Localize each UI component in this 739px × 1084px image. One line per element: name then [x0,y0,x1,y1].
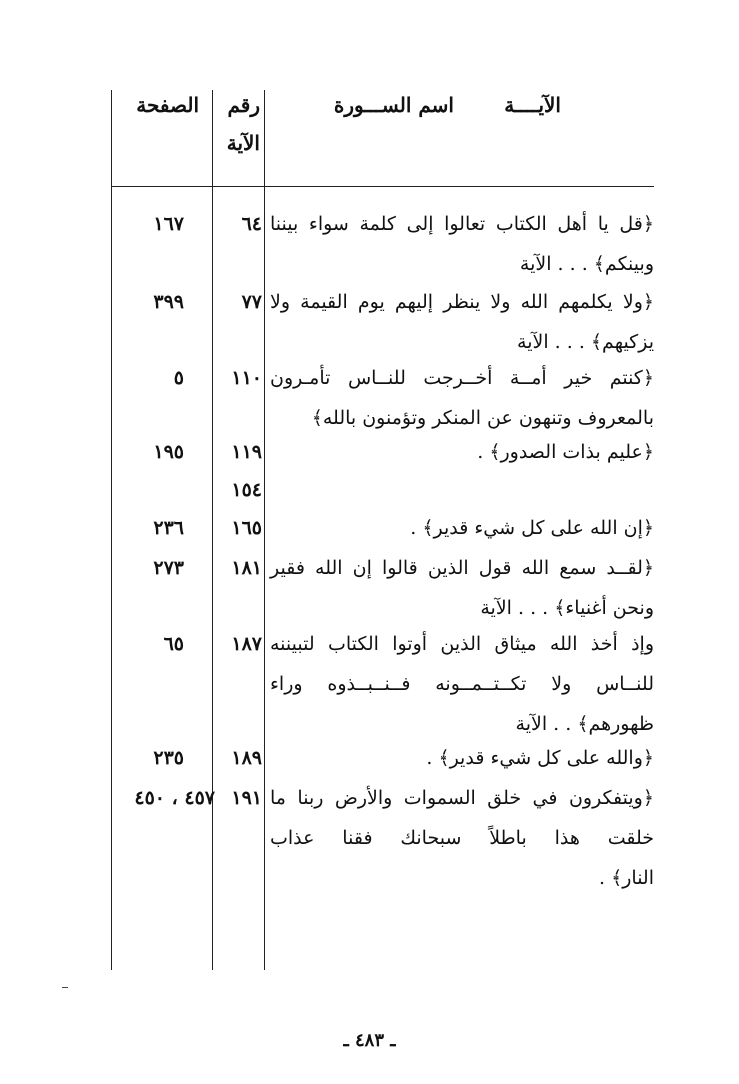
aya-line: للنــاس ولا تكــتــمــونه فــنــبــذوه وراء [270,673,654,695]
aya-line: بالمعروف وتنهون عن المنكر وتؤمنون بالله﴾ [311,407,654,429]
row-page: ٣٩٩ [153,291,184,313]
row-aya-text [270,470,654,510]
row-number: ١٥٤ [231,479,262,501]
row-page: ٢٧٣ [153,557,184,579]
aya-line: ﴿والله على كل شيء قدير﴾ . [426,747,654,769]
header-number-column-line1: رقم [227,93,260,117]
row-number: ١٨١ [231,557,262,579]
row-aya-text [270,204,654,284]
row-page: ١٩٥ [153,441,184,463]
row-page: ١٦٧ [153,213,184,235]
aya-line: ﴿عليم بذات الصدور﴾ . [477,441,654,463]
margin-mark [62,987,68,988]
aya-line: ﴿كنتم خير أمــة أخــرجت للنــاس تأمـرون [270,367,654,389]
aya-line: النار﴾ . [599,867,654,889]
column-rule-number-aya [264,90,265,970]
row-aya-text [270,548,654,628]
page-number: ـ ٤٨٣ ـ [343,1030,396,1051]
row-number: ١٩١ [231,787,262,809]
aya-line [270,470,654,510]
row-aya-text [270,432,654,472]
row-page: ٢٣٥ [153,747,184,769]
aya-line: وإذ أخذ الله ميثاق الذين أوتوا الكتاب لتبيننه [270,633,654,655]
aya-line: ﴿ويتفكرون في خلق السموات والأرض ربنا ما [270,787,654,809]
row-number: ١٦٥ [231,517,262,539]
row-number: ٧٧ [241,291,262,313]
row-aya-text [270,778,654,898]
header-aya-column: الآيــــة [504,93,561,117]
aya-line: ﴿إن الله على كل شيء قدير﴾ . [410,517,654,539]
aya-line: خلقت هذا باطلاً سبحانك فقنا عذاب [270,827,654,849]
row-aya-text [270,624,654,744]
aya-line: ﴿لقــد سمع الله قول الذين قالوا إن الله فقير [270,557,654,579]
row-page: ٢٣٦ [153,517,184,539]
header-page-column: الصفحة [136,93,199,117]
row-number: ١٨٧ [231,633,262,655]
header-rule [111,186,654,187]
column-rule-outer [111,90,112,970]
aya-line: ﴿ولا يكلمهم الله ولا ينظر إليهم يوم القيمة ولا [270,291,654,313]
row-aya-text [270,282,654,362]
header-number-column-line2: الآية [226,131,260,155]
aya-line: ونحن أغنياء﴾ . . . الآية [480,597,654,619]
row-number: ١٨٩ [231,747,262,769]
row-number: ١١٠ [231,367,262,389]
row-aya-text [270,738,654,778]
row-page: ٤٥٧ ، ٤٥٠ [134,787,215,809]
row-aya-text [270,358,654,438]
column-rule-page-number [212,90,213,970]
row-number: ٦٤ [241,213,262,235]
aya-line: وبينكم﴾ . . . الآية [519,253,654,275]
row-aya-text [270,508,654,548]
header-surah-column: اسم الســـورة [333,93,454,117]
aya-line: ﴿قل يا أهل الكتاب تعالوا إلى كلمة سواء بيننا [270,213,654,235]
aya-line: يزكيهم﴾ . . . الآية [517,331,654,353]
aya-line: ظهورهم﴾ . . الآية [515,713,654,735]
row-page: ٥ [173,367,184,389]
row-number: ١١٩ [231,441,262,463]
row-page: ٦٥ [163,633,184,655]
